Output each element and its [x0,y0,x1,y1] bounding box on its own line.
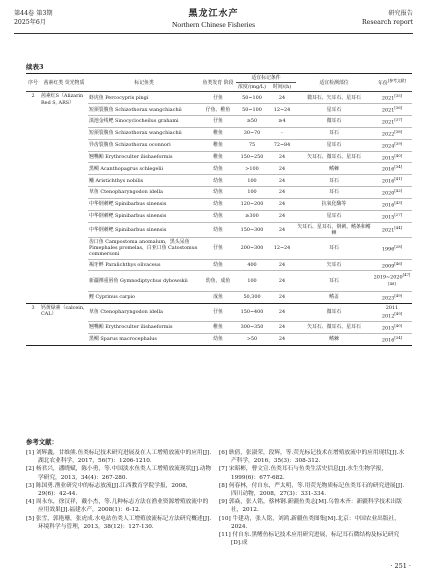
year-value: 2009 [381,263,395,270]
cell-species: 黑鲷 Acanthopagrus schlegelii [88,163,200,175]
cell-conc: 100 [236,175,268,187]
cell-conc: 50~100 [236,92,268,104]
cell-year [372,292,412,304]
ref-mark: [39] [394,140,403,146]
cell-year [372,104,412,116]
cell-species: 新疆裸重唇鱼 Gymnodiptychus dybowskii [88,271,200,292]
cell-stage: 稚鱼 [200,321,236,333]
year-value: 2022 [381,131,395,138]
col-site: 适宜检测部位 [296,74,372,92]
group-no: 3 [26,303,40,345]
col-year-label: 年份 [378,80,388,87]
volume-issue: 第44卷 第3期 [14,10,53,17]
header-divider [14,33,413,34]
cell-species: 翘嘴鲌 Erythroculter ilishaeformis [88,321,200,333]
cell-conc: 300~350 [236,321,268,333]
cell-stage: 仔鱼、稚鱼 [200,104,236,116]
cell-year [372,222,412,237]
cell-species: 虾虎鱼 Percocypris pingi [88,92,200,104]
cell-site: 星耳石 [296,210,372,222]
cell-species: 草鱼 Ctenopharyngodon idella [88,303,200,321]
cell-site: 星耳石 [296,104,372,116]
ref-mark: [28] [394,243,403,249]
group-dye: 钙黄绿素（calcein, CAL） [40,303,88,345]
table-head [26,74,412,92]
table-title: 续表3 [26,63,44,71]
cell-stage: 幼鱼 [200,222,236,237]
ref-mark: [36] [394,105,403,111]
page-number: · 251 · [390,562,411,570]
year-value: 2016 [381,337,395,344]
cell-time: 24 [268,271,296,292]
reference-item: [10] 牛建功，张人铭，刘鸿.新疆鱼类图集[M].北京：中国农业出版社，2024. [219,515,400,530]
col-species: 标记鱼类 [88,74,200,92]
cell-site: 微耳石 [296,303,372,321]
cell-time: 24 [268,175,296,187]
ref-mark: [34] [394,164,403,170]
issue-date: 2025年6月 [14,19,47,26]
cell-time: 24 [268,187,296,199]
cell-species: 异齿裂腹鱼 Schizothorax oconnori [88,139,200,151]
cell-stage: 稚鱼 [200,139,236,151]
cell-species: 短须裂腹鱼 Schizothorax wangchiachii [88,127,200,139]
reference-item: [6] 耿倩，张淑荣，段辉，等.荧光标记技术在增殖放流中的应用现状[J].水产科学，2016，35(3)：308-312. [219,450,405,465]
cell-time: 24 [268,259,296,271]
ref-mark: [40] [394,152,403,158]
cell-time: 24 [268,292,296,304]
reference-item: [2] 杨君兴，潘晓赋，陈小勇，等.中国淡水鱼类人工增殖放流现状[J].动物学研究，2013，34(4)：267-280. [26,466,212,481]
reference-item: [5] 张雪，郭艳珊，张虎成.水电站鱼类人工增殖放流标记方法研究概述[J].环境科学与管理，2013，38(12)：127-130. [26,515,212,530]
cell-stage: 稚鱼 [200,151,236,163]
reference-item: [9] 郭焱，张人铭，蔡林钢.新疆鱼类志[M].乌鲁木齐：新疆科学技术出版社，2012. [219,499,402,514]
cell-conc: ≥300 [236,210,268,222]
cell-year [372,321,412,333]
cell-conc: 50,300 [236,292,268,304]
journal-title-en: Northern Chinese Fisheries [171,20,256,29]
cell-stage: 稚鱼 [200,127,236,139]
cell-conc: 30~70 [236,127,268,139]
cell-site: 鳍棘 [296,333,372,345]
cell-stage: 幼鱼 [200,210,236,222]
cell-species: 中华倒刺鲃 Spinibarbus sinensis [88,198,200,210]
section-en: Research report [362,19,413,26]
year-value: 2016 [381,167,395,173]
year-value: 2015 [381,325,395,332]
year-value: 2024 [381,143,395,150]
col-conc: 浓度/(mg/L) [236,83,268,92]
ref-mark: [49] [394,293,403,299]
ref-mark: [43] [394,199,403,205]
cell-conc: 120~200 [236,198,268,210]
ref-mark: [38] [394,128,403,134]
cell-site: 耳石 [296,271,372,292]
cell-species: 鲤 Cyprinus carpio [88,292,200,304]
group-dye: 茜素红S（Alizarin Red S, ARS） [40,92,88,303]
cell-species: 齿口鱼 Campostoma anomalum，黑头呆鱼 Pimephales promelas，白亚口鱼 Catostomus commersoni [88,237,200,259]
cell-stage: 成鱼 [200,292,236,304]
cell-site: 矢耳石、微耳石、星耳石 [296,321,372,333]
cell-stage: 幼鱼 [200,163,236,175]
year-value: 2011 [385,304,399,311]
cell-stage: 幼鱼 [200,187,236,199]
ref-mark: [44] [394,225,403,231]
cell-stage: 仔鱼 [200,92,236,104]
cell-stage: 幼鱼 [200,333,236,345]
year-value: 2015 [381,155,395,162]
cell-year [372,116,412,128]
cell-year [372,151,412,163]
cell-conc: >100 [236,163,268,175]
year-value: 2023 [381,295,395,302]
year-value: 2015 [381,214,395,221]
cell-year [372,127,412,139]
col-cond: 适宜标记条件 [236,74,296,83]
cell-time: 24 [268,222,296,237]
col-no: 序号 [26,74,40,92]
cell-site: 鳍棘 [296,163,372,175]
reference-item: [7] 宋昭彬，曹文宣.鱼类耳石与鱼类生活史信息[J].水生生物学报，1999(6)：677-682. [219,466,388,481]
cell-conc: 150~300 [236,222,268,237]
marking-table [26,73,412,346]
cell-time: 12~24 [268,237,296,259]
ref-mark: [42] [394,188,403,194]
ref-mark: [47][48] [388,272,411,287]
cell-year [372,271,412,292]
year-value: 2021 [381,227,395,234]
cell-stage: 仔鱼 [200,237,236,259]
ref-mark: [49] [394,311,403,317]
cell-conc: ≥50 [236,116,268,128]
ref-mark: [34] [394,334,403,340]
year-value-2 [373,311,411,320]
references-right-column [219,449,409,547]
cell-stage: 幼鱼 [200,259,236,271]
cell-conc: >50 [236,333,268,345]
cell-site: 耳石 [296,187,372,199]
cell-species: 滇池金线鲃 Sinocyclocheilus grahami [88,116,200,128]
cell-time: 24 [268,303,296,321]
cell-species: 黑鲷 Sparus macrocephalus [88,333,200,345]
cell-site: 矢耳石、微耳石、星耳石 [296,151,372,163]
ref-mark: [35] [394,93,403,99]
col-stage: 鱼类发育 阶段 [200,74,236,92]
cell-site: 矢耳石 [296,259,372,271]
cell-year [372,237,412,259]
cell-conc: 50~100 [236,104,268,116]
cell-year [372,163,412,175]
cell-conc: 100 [236,187,268,199]
cell-species: 中华倒刺鲃 Spinibarbus sinensis [88,222,200,237]
cell-stage: 仔鱼 [200,303,236,321]
cell-time: 12~24 [268,104,296,116]
cell-year [372,139,412,151]
ref-mark: [37] [394,117,403,123]
references-title: 参考文献： [26,438,58,446]
cell-site: 矢耳石、星耳石、倒刺、鳍条和鳍棘 [297,223,371,236]
cell-site: 微耳石、矢耳石、星耳石 [296,92,372,104]
cell-year [372,210,412,222]
cell-time: 24 [268,92,296,104]
year-value: 2021 [381,107,395,114]
col-year-note: [参考文献] [387,78,406,84]
ref-mark: [27] [394,211,403,217]
reference-item: [4] 周永东，徐汉祥，戴小杰，等.几种标志方法在渔业资源增殖放流中的应用效果[J].福建水产，2008(1)：6-12. [26,499,209,514]
group-no: 2 [26,92,40,303]
col-dye: 茜素红类 荧光物质 [40,74,88,92]
year-value: 2016 [381,202,395,209]
col-time: 时间/(h) [268,83,296,92]
cell-time: 24 [268,333,296,345]
cell-site: 耳石 [296,175,372,187]
cell-stage: 幼鱼 [200,198,236,210]
cell-conc: 100 [236,271,268,292]
cell-conc: 200~300 [236,237,268,259]
cell-species: 短须裂腹鱼 Schizothorax wangchiachii [88,104,200,116]
section-cn: 研究报告 [388,10,413,17]
cell-site: 耳石 [296,127,372,139]
year-value: 2012 [381,313,395,320]
cell-site: 抗氧化酶等 [296,198,372,210]
cell-conc: 150~250 [236,151,268,163]
cell-time: ≥4 [268,116,296,128]
reference-item: [1] 刘辉鑫，甘维熊.鱼类标记技术研究进展及在人工增殖放流中的应用[J].湖北农业科学，2017，56(7)：1206-1210. [26,450,212,465]
cell-time: 24 [268,151,296,163]
cell-time: 24 [268,198,296,210]
cell-species: 草鱼 Ctenopharyngodon idella [88,187,200,199]
cell-time: 72~84 [268,139,296,151]
cell-site: 星耳石 [296,139,372,151]
cell-conc: 400 [236,259,268,271]
cell-year [372,198,412,210]
cell-stage: 幼鱼 [200,175,236,187]
cell-species: 翘嘴鲌 Erythroculter ilishaeformis [88,151,200,163]
journal-title-cn: 黑龙江水产 [188,9,239,19]
cell-conc: 75 [236,139,268,151]
cell-site: 鳍盖 [296,292,372,304]
cell-time: 24 [268,321,296,333]
year-value: 2021 [381,119,395,126]
ref-mark: [40] [394,322,403,328]
cell-time: - [268,127,296,139]
year-value: 2021 [381,96,395,103]
cell-conc: 150~400 [236,303,268,321]
year-value: 2019~2020 [373,274,403,281]
cell-species: 褐牙鲆 Paralichthys olivaceus [88,259,200,271]
table-body [26,92,412,345]
cell-site: 耳石 [296,237,372,259]
year-value: 2016 [381,178,395,185]
header-right [362,9,413,27]
year-value: 2020 [381,190,395,197]
reference-item: [11] 付自东.黑鳍鱼标记技术应用研究进展，标记耳石微结构及标记研究[D].成 [219,532,400,547]
cell-year [372,303,412,321]
reference-item: [8] 何春林，付自东，严太明，等.用荧光物质标记鱼类耳石的研究进展[J].四川动物，2008，27(3)：331-334. [219,482,405,498]
cell-year [372,92,412,104]
cell-year [372,175,412,187]
references-left-column [26,449,212,531]
cell-species: 中华倒刺鲃 Spinibarbus sinensis [88,210,200,222]
cell-year [372,333,412,345]
col-year [372,74,412,92]
cell-stage: 仔鱼 [200,116,236,128]
cell-time: 24 [268,210,296,222]
cell-year [372,187,412,199]
cell-time: 24 [268,163,296,175]
cell-species: 鳙 Aristichthys nobilis [88,175,200,187]
cell-stage: 幼鱼、成鱼 [200,271,236,292]
year-value: 1996 [381,246,395,253]
reference-item: [3] 陈国勇.渔业研究中的标志放流[J].江西教育学院学报，2008，29(6)：42-44. [26,482,192,498]
cell-year [372,259,412,271]
ref-mark: [41] [394,176,403,182]
ref-mark: [46] [394,260,403,266]
cell-site: 微耳石 [296,116,372,128]
